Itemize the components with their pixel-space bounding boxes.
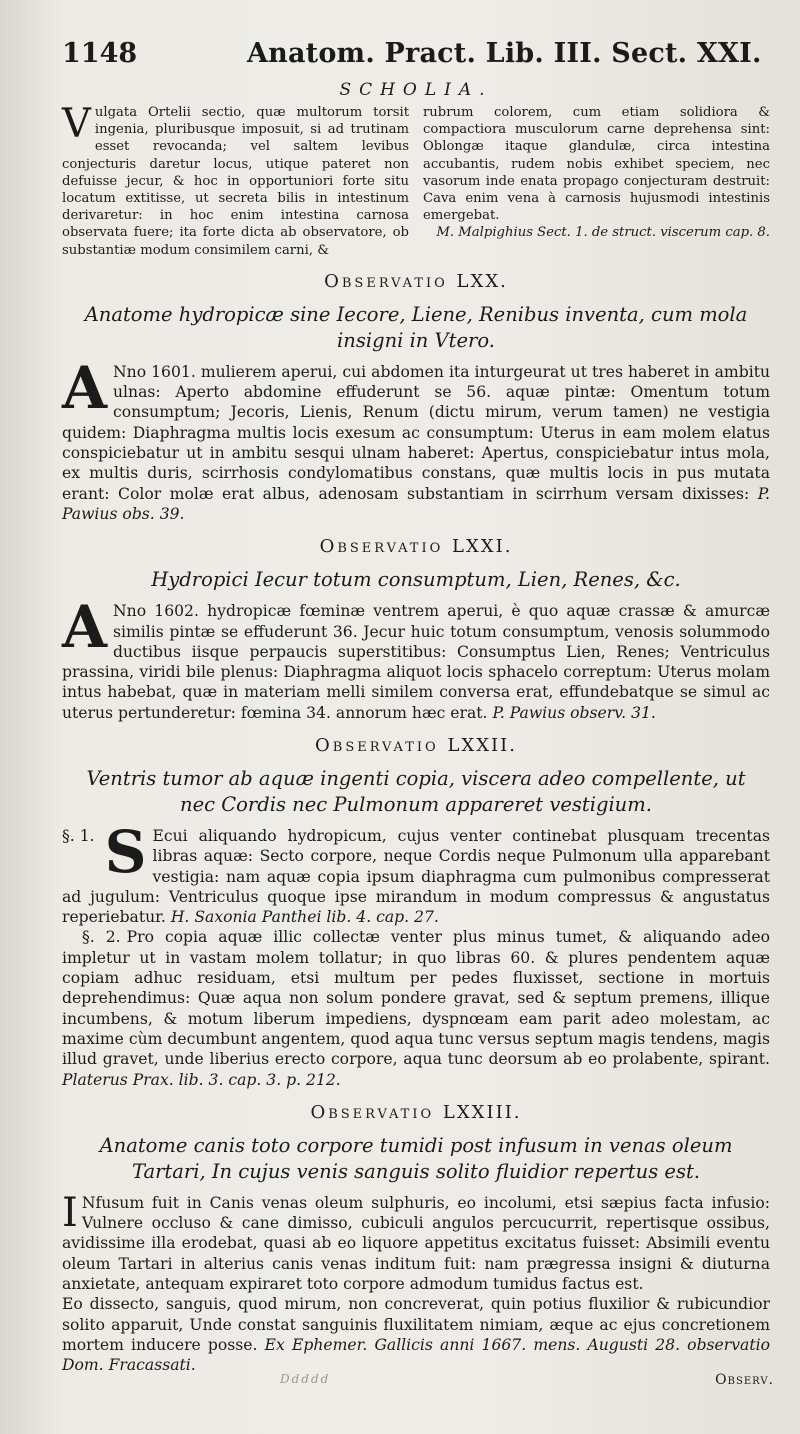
scholia-columns <box>62 101 770 259</box>
obs70-title: Anatome hydropicæ sine Iecore, Liene, Renibus inventa, cum mola insigni in Vtero. <box>84 302 748 352</box>
obs71-body <box>62 593 770 723</box>
obs71-title: Hydropici Iecur totum consumptum, Lien, Renes, &c. <box>151 568 681 592</box>
obs73-number: LXXIII. <box>442 1101 522 1123</box>
scholia-left-column <box>62 101 409 259</box>
obs72-sec2-mark: §. 2. <box>82 928 121 947</box>
obs71-text: Nno 1602. hydropicæ fœminæ ventrem aperui, è quo aquæ crassæ & amurcæ similis pintæ se effuderunt 36. Jecur huic totum consumptum, venosis solummodo ductibus iisque perpaucis superstitibus: Consumptus Lien, Renes; Ventriculus prassina, viridi bile plenus: Diaphragma aliquot locis sphacelo correptum: Uterus molam intus habebat, quæ in materiam melli similem conversa erat, effundebatque se simul ac uterus pertunderetur: fœmina 34. annorum hæc erat. <box>62 602 770 722</box>
obs71-heading <box>62 536 770 557</box>
obs72-section2 <box>62 927 770 1089</box>
obs73-body2 <box>62 1294 770 1375</box>
obs73-heading <box>62 1102 770 1123</box>
obs73-text2: Eo dissecto, sanguis, quod mirum, non concreverat, quin potius fluxilior & rubicundior solito apparuit, Unde constat sanguinis fluxilitatem nimiam, æque ac ejus concretionem mortem inducere posse. <box>62 1295 770 1354</box>
obs72-section1 <box>62 817 770 927</box>
scholia-dropcap: V <box>62 101 91 147</box>
page-number: 1148 <box>62 38 138 69</box>
catchword: Observ. <box>715 1372 774 1388</box>
scholia-left-text: ulgata Ortelii sectio, quæ multorum torsit ingenia, pluribusque imposuit, si ad trutinam esset revocanda; vel saltem levibus conjecturis daretur locus, utique pateret non defuisse jecur, & hoc in opportuniori forte situ locatum extitisse, ut secreta bilis in intestinum derivaretur: in hoc enim intestina carnosa observata fuere; ita forte dicta ab observatore, ob substantiæ modum consimilem carni, & <box>62 105 409 258</box>
obs71-citation: P. Pawius observ. 31. <box>492 703 656 722</box>
obs70-heading <box>62 271 770 292</box>
obs72-sec1-text: Ecui aliquando hydropicum, cujus venter continebat plusquam trecentas libras aquæ: Secto corpore, neque Cordis neque Pulmonum ulla apparebant vestigia: nam aquæ copia ipsum diaphragma cum pulmonibus compresserat ad jugulum: Ventriculus quoque ipse mirandum in modum compressus & angustatus reperiebatur. <box>62 826 770 927</box>
obs71-dropcap: A <box>62 593 108 662</box>
obs73-body <box>62 1189 770 1294</box>
scholia-title: SCHOLIA. <box>339 80 493 100</box>
obs73-label: Observatio <box>310 1101 435 1123</box>
scholia-citation: M. Malpighius Sect. 1. de struct. viscerum cap. 8. <box>436 225 770 241</box>
obs73-dropcap: I <box>62 1189 78 1236</box>
running-title: Anatom. Pract. Lib. III. Sect. XXI. <box>247 38 762 69</box>
page-header <box>62 38 770 78</box>
obs70-dropcap: A <box>62 353 108 422</box>
obs70-body <box>62 353 770 524</box>
scholia-right-column <box>423 104 770 259</box>
obs70-label: Observatio <box>324 270 448 292</box>
obs72-sec1-mark: §. 1. <box>62 826 95 845</box>
signature-mark: Ddddd <box>280 1372 331 1386</box>
obs70-number: LXX. <box>456 270 508 292</box>
obs72-number: LXXII. <box>447 734 517 756</box>
obs73-text1: Nfusum fuit in Canis venas oleum sulphuris, eo incolumi, etsi sæpius facta infusio: Vulnere occluso & cane dimisso, cubiculi angulos percucurrit, repertisque ossibus, avidissime illa erodebat, quasi ab eo liquore appetitus excitatus fuisset: Absimili eventu oleum Tartari in alterius canis venas inditum fuit: nam prægressa insigni & diuturna anxietate, antequam expiraret toto corpore admodum tumidus factus est. <box>62 1193 770 1294</box>
scholia-right-text: rubrum colorem, cum etiam solidiora & compactiora musculorum carne deprehensa sint: Oblongæ itaque glandulæ, circa intestina accubantis, rudem nobis exhibet speciem, nec vasorum inde enata propago conjecturam destruit: Cava enim vena à carnosis hujusmodi intestinis emergebat. <box>423 105 770 224</box>
obs73-citation: Ex Ephemer. Gallicis anni 1667. mens. Augusti 28. observatio Dom. Fracassati. <box>62 1335 770 1375</box>
obs72-heading <box>62 735 770 756</box>
obs70-text: Nno 1601. mulierem aperui, cui abdomen ita inturgeurat ut tres haberet in ambitu ulnas: Aperto abdomine effuderunt se 56. aquæ pintæ: Omentum totum consumptum; Jecoris, Lienis, Renum (dictu mirum, verum tamen) ne vestigia quidem: Diaphragma multis locis exesum ac consumptum: Uterus in eam molem elatus conspiciebatur ut in ambitu sesqui ulnam haberet: Apertus, conspiciebatur intus mola, ex multis duris, scirrhosis condylomatibus constans, quæ multis locis in pus mutata erant: Color molæ erat albus, adenosam substantiam in scirrhum versam dixisses: <box>62 362 770 503</box>
obs72-dropcap: S <box>104 817 147 886</box>
obs72-title: Ventris tumor ab aquæ ingenti copia, viscera adeo compellente, ut nec Cordis nec Pulmonum appareret vestigium. <box>86 766 746 816</box>
obs72-sec2-citation: Platerus Prax. lib. 3. cap. 3. p. 212. <box>62 1070 341 1089</box>
obs72-sec2-text: Pro copia aquæ illic collectæ venter plus minus tumet, & aliquando adeo impletur ut in vastam molem tollatur; in quo libras 60. & plures pendentem aquæ copiam adhuc residuam, etsi multum per pedes fluxisset, sectione in mortuis deprehendimus: Quæ aqua non solum pondere gravat, sed & septum premens, illique incumbens, & motum liberum impediens, dyspnœam eam parit adeo molestam, ac maxime cùm decumbunt angentem, quod aqua tunc versus septum magis tendens, magis illud gravet, unde liberius erecto corpore, aqua tunc deorsum ab eo prolabente, spirant. <box>62 928 770 1069</box>
obs70-citation: P. Pawius obs. 39. <box>62 484 770 523</box>
obs72-label: Observatio <box>315 734 439 756</box>
obs71-label: Observatio <box>319 536 444 558</box>
obs73-title: Anatome canis toto corpore tumidi post infusum in venas oleum Tartari, In cujus venis sanguis solito fluidior repertus est. <box>99 1133 733 1183</box>
obs71-number: LXXI. <box>452 536 513 558</box>
obs72-sec1-citation: H. Saxonia Panthei lib. 4. cap. 27. <box>170 908 439 927</box>
